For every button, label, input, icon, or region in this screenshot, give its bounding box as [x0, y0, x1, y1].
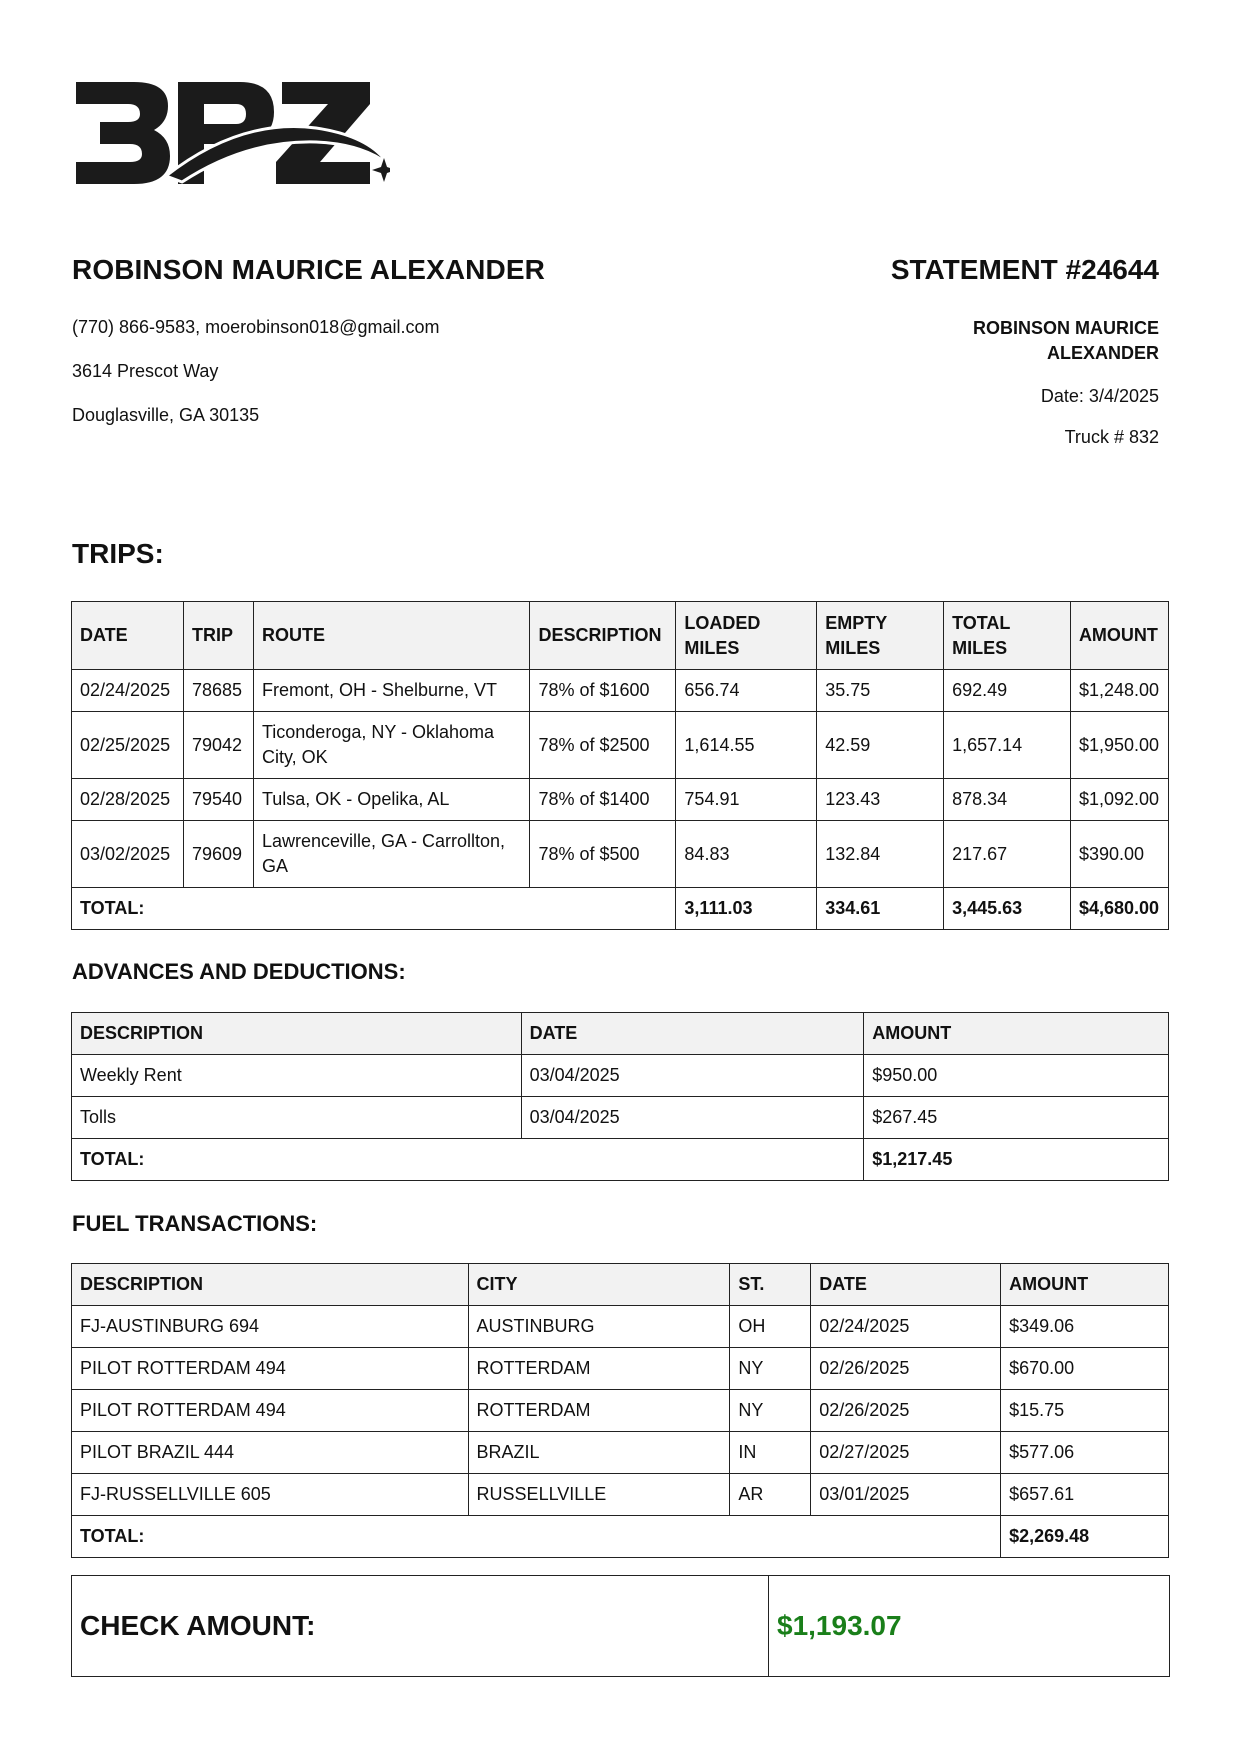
- table-total-row: [72, 1139, 1169, 1181]
- table-header-row: [72, 602, 1169, 670]
- table-total-row: [72, 888, 1169, 930]
- column-header: AMOUNT: [1001, 1264, 1169, 1306]
- trip-amount: $1,950.00: [1070, 712, 1168, 779]
- loaded-miles: 1,614.55: [676, 712, 817, 779]
- total-miles: 878.34: [944, 779, 1071, 821]
- fuel-amount: $577.06: [1001, 1432, 1169, 1474]
- total-label: TOTAL:: [72, 888, 676, 930]
- total-trip-amount: $4,680.00: [1070, 888, 1168, 930]
- empty-miles: 123.43: [817, 779, 944, 821]
- fuel-date: 02/24/2025: [811, 1306, 1001, 1348]
- fuel-description: PILOT ROTTERDAM 494: [72, 1390, 469, 1432]
- fuel-city: AUSTINBURG: [468, 1306, 730, 1348]
- advances-table: [71, 1012, 1169, 1181]
- advances-section-title: ADVANCES AND DEDUCTIONS:: [72, 959, 406, 984]
- fuel-amount: $657.61: [1001, 1474, 1169, 1516]
- trip-date: 02/28/2025: [72, 779, 184, 821]
- trip-description: 78% of $1600: [530, 670, 676, 712]
- fuel-state: NY: [730, 1390, 811, 1432]
- fuel-date: 02/26/2025: [811, 1390, 1001, 1432]
- column-header: TOTAL MILES: [944, 602, 1071, 670]
- company-logo: [70, 78, 390, 196]
- fuel-section-title: FUEL TRANSACTIONS:: [72, 1211, 318, 1236]
- total-label: TOTAL:: [72, 1139, 864, 1181]
- column-header: DATE: [72, 602, 184, 670]
- table-header-row: [72, 1264, 1169, 1306]
- fuel-amount: $349.06: [1001, 1306, 1169, 1348]
- trip-amount: $1,248.00: [1070, 670, 1168, 712]
- trip-date: 02/24/2025: [72, 670, 184, 712]
- check-amount-box: [71, 1575, 1170, 1677]
- driver-name-heading: ROBINSON MAURICE ALEXANDER: [72, 254, 545, 285]
- column-header: EMPTY MILES: [817, 602, 944, 670]
- advance-description: Weekly Rent: [72, 1055, 522, 1097]
- advance-description: Tolls: [72, 1097, 522, 1139]
- trip-number: 79042: [183, 712, 253, 779]
- total-loaded-miles: 3,111.03: [676, 888, 817, 930]
- advance-amount: $267.45: [864, 1097, 1169, 1139]
- table-row: [72, 1097, 1169, 1139]
- column-header: AMOUNT: [1070, 602, 1168, 670]
- column-header: LOADED MILES: [676, 602, 817, 670]
- fuel-total: $2,269.48: [1001, 1516, 1169, 1558]
- table-header-row: [72, 1013, 1169, 1055]
- trip-number: 78685: [183, 670, 253, 712]
- fuel-transactions-table: [71, 1263, 1169, 1558]
- trips-table: [71, 601, 1169, 930]
- column-header: ST.: [730, 1264, 811, 1306]
- fuel-amount: $15.75: [1001, 1390, 1169, 1432]
- table-row: [72, 670, 1169, 712]
- trip-amount: $1,092.00: [1070, 779, 1168, 821]
- fuel-description: FJ-RUSSELLVILLE 605: [72, 1474, 469, 1516]
- trip-number: 79609: [183, 821, 253, 888]
- column-header: ROUTE: [253, 602, 530, 670]
- table-row: [72, 1348, 1169, 1390]
- table-row: [72, 779, 1169, 821]
- total-miles: 217.67: [944, 821, 1071, 888]
- statement-number-heading: STATEMENT #24644: [890, 254, 1159, 285]
- statement-date: Date: 3/4/2025: [1040, 386, 1159, 406]
- check-amount-row: [72, 1576, 1170, 1677]
- address-line-1: 3614 Prescot Way: [72, 361, 219, 381]
- table-row: [72, 1055, 1169, 1097]
- loaded-miles: 656.74: [676, 670, 817, 712]
- empty-miles: 132.84: [817, 821, 944, 888]
- column-header: DATE: [811, 1264, 1001, 1306]
- total-miles: 692.49: [944, 670, 1071, 712]
- column-header: CITY: [468, 1264, 730, 1306]
- recipient-name-line-2: ALEXANDER: [1046, 343, 1159, 363]
- table-row: [72, 821, 1169, 888]
- column-header: DESCRIPTION: [530, 602, 676, 670]
- total-miles: 1,657.14: [944, 712, 1071, 779]
- recipient-name-line-1: ROBINSON MAURICE: [972, 318, 1159, 338]
- fuel-state: OH: [730, 1306, 811, 1348]
- column-header: AMOUNT: [864, 1013, 1169, 1055]
- total-total-miles: 3,445.63: [944, 888, 1071, 930]
- trip-date: 03/02/2025: [72, 821, 184, 888]
- truck-number: Truck # 832: [1064, 427, 1159, 447]
- column-header: DATE: [521, 1013, 864, 1055]
- trip-number: 79540: [183, 779, 253, 821]
- statement-info-block: [839, 316, 1159, 448]
- table-row: [72, 1306, 1169, 1348]
- advance-date: 03/04/2025: [521, 1097, 864, 1139]
- fuel-state: IN: [730, 1432, 811, 1474]
- table-row: [72, 1474, 1169, 1516]
- loaded-miles: 84.83: [676, 821, 817, 888]
- fuel-state: AR: [730, 1474, 811, 1516]
- trip-description: 78% of $2500: [530, 712, 676, 779]
- loaded-miles: 754.91: [676, 779, 817, 821]
- column-header: DESCRIPTION: [72, 1013, 522, 1055]
- trip-date: 02/25/2025: [72, 712, 184, 779]
- trip-description: 78% of $1400: [530, 779, 676, 821]
- fuel-city: ROTTERDAM: [468, 1348, 730, 1390]
- table-row: [72, 712, 1169, 779]
- trip-route: Fremont, OH - Shelburne, VT: [253, 670, 530, 712]
- logo-letter-3: [76, 82, 170, 184]
- driver-contact-block: [72, 316, 439, 448]
- fuel-state: NY: [730, 1348, 811, 1390]
- fuel-date: 02/26/2025: [811, 1348, 1001, 1390]
- address-line-2: Douglasville, GA 30135: [72, 405, 260, 425]
- fuel-date: 02/27/2025: [811, 1432, 1001, 1474]
- fuel-amount: $670.00: [1001, 1348, 1169, 1390]
- empty-miles: 35.75: [817, 670, 944, 712]
- fuel-description: FJ-AUSTINBURG 694: [72, 1306, 469, 1348]
- trip-description: 78% of $500: [530, 821, 676, 888]
- contact-line: (770) 866-9583, moerobinson018@gmail.com: [72, 317, 440, 337]
- table-row: [72, 1432, 1169, 1474]
- fuel-city: RUSSELLVILLE: [468, 1474, 730, 1516]
- total-label: TOTAL:: [72, 1516, 1001, 1558]
- trip-route: Lawrenceville, GA - Carrollton, GA: [253, 821, 530, 888]
- check-amount-label: CHECK AMOUNT:: [72, 1576, 769, 1677]
- fuel-city: BRAZIL: [468, 1432, 730, 1474]
- fuel-city: ROTTERDAM: [468, 1390, 730, 1432]
- trip-route: Ticonderoga, NY - Oklahoma City, OK: [253, 712, 530, 779]
- advances-total: $1,217.45: [864, 1139, 1169, 1181]
- table-row: [72, 1390, 1169, 1432]
- trip-amount: $390.00: [1070, 821, 1168, 888]
- table-total-row: [72, 1516, 1169, 1558]
- column-header: DESCRIPTION: [72, 1264, 469, 1306]
- fuel-date: 03/01/2025: [811, 1474, 1001, 1516]
- empty-miles: 42.59: [817, 712, 944, 779]
- fuel-description: PILOT ROTTERDAM 494: [72, 1348, 469, 1390]
- fuel-description: PILOT BRAZIL 444: [72, 1432, 469, 1474]
- trip-route: Tulsa, OK - Opelika, AL: [253, 779, 530, 821]
- total-empty-miles: 334.61: [817, 888, 944, 930]
- advance-amount: $950.00: [864, 1055, 1169, 1097]
- column-header: TRIP: [183, 602, 253, 670]
- trips-section-title: TRIPS:: [72, 538, 164, 569]
- advance-date: 03/04/2025: [521, 1055, 864, 1097]
- check-amount-value: $1,193.07: [769, 1576, 1170, 1677]
